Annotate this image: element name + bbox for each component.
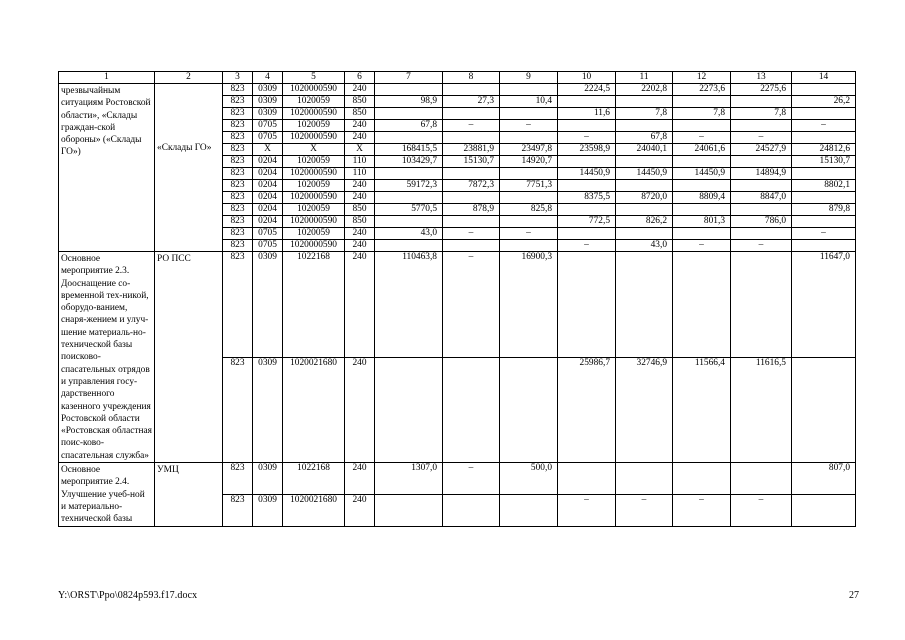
table-cell: 879,8	[792, 204, 856, 216]
table-cell: 850	[345, 216, 375, 228]
table-cell: 1020021680	[283, 494, 345, 526]
table-cell: 823	[223, 156, 253, 168]
table-cell: 8809,4	[673, 192, 731, 204]
table-cell: 110463,8	[375, 252, 443, 358]
table-cell: 1020059	[283, 180, 345, 192]
table-cell	[500, 192, 558, 204]
table-cell	[673, 180, 731, 192]
table-cell	[731, 252, 792, 358]
table-cell: 0309	[253, 357, 283, 463]
table-cell: 7,8	[673, 108, 731, 120]
table-cell: –	[616, 494, 673, 526]
column-header: 7	[375, 72, 443, 84]
table-cell: –	[558, 240, 616, 252]
table-cell: 14450,9	[558, 168, 616, 180]
budget-table	[58, 71, 856, 527]
executor-label: «Склады ГО»	[157, 143, 212, 153]
table-cell	[375, 192, 443, 204]
table-cell: 0309	[253, 108, 283, 120]
table-cell: 0309	[253, 463, 283, 495]
table-cell: 11616,5	[731, 357, 792, 463]
table-cell: 823	[223, 108, 253, 120]
table-cell	[616, 204, 673, 216]
table-cell: –	[673, 240, 731, 252]
table-cell	[443, 357, 500, 463]
table-cell: 23598,9	[558, 144, 616, 156]
table-cell: 14450,9	[673, 168, 731, 180]
table-cell	[792, 240, 856, 252]
table-cell	[731, 180, 792, 192]
column-header: 2	[155, 72, 223, 84]
table-cell: 823	[223, 204, 253, 216]
table-cell: 0204	[253, 156, 283, 168]
table-cell	[558, 463, 616, 495]
table-cell: 240	[345, 120, 375, 132]
table-cell: 2202,8	[616, 84, 673, 96]
table-cell	[616, 463, 673, 495]
table-cell: –	[443, 463, 500, 495]
table-cell: 0705	[253, 132, 283, 144]
table-cell: –	[731, 494, 792, 526]
table-cell	[443, 216, 500, 228]
table-cell: 0705	[253, 120, 283, 132]
table-cell: 823	[223, 96, 253, 108]
table-cell: 2275,6	[731, 84, 792, 96]
table-cell: 823	[223, 84, 253, 96]
table-cell	[731, 228, 792, 240]
table-cell	[500, 84, 558, 96]
table-cell: 7,8	[731, 108, 792, 120]
table-cell: 7872,3	[443, 180, 500, 192]
table-cell: 23497,8	[500, 144, 558, 156]
table-cell: 823	[223, 132, 253, 144]
table-cell: 1022168	[283, 252, 345, 358]
table-cell: 0204	[253, 192, 283, 204]
table-cell: 67,8	[616, 132, 673, 144]
table-cell	[792, 84, 856, 96]
column-header: 1	[59, 72, 155, 84]
table-cell: 240	[345, 180, 375, 192]
table-cell: 26,2	[792, 96, 856, 108]
table-cell	[500, 357, 558, 463]
table-cell	[731, 156, 792, 168]
table-cell: 110	[345, 156, 375, 168]
table-cell: 823	[223, 240, 253, 252]
column-header: 8	[443, 72, 500, 84]
table-cell: –	[673, 494, 731, 526]
measure-description: чрезвычайным ситуациям Ростовской области», «Склады граждан-ской обороны» («Склады ГО»)	[59, 84, 155, 252]
table-row	[59, 252, 856, 358]
table-cell: 0204	[253, 180, 283, 192]
table-cell: 8720,0	[616, 192, 673, 204]
table-cell: 24527,9	[731, 144, 792, 156]
table-cell: –	[443, 228, 500, 240]
table-cell: 15130,7	[443, 156, 500, 168]
table-cell: 240	[345, 357, 375, 463]
table-cell: –	[731, 240, 792, 252]
table-cell: 59172,3	[375, 180, 443, 192]
table-cell: 1020000590	[283, 132, 345, 144]
table-cell: 850	[345, 108, 375, 120]
table-cell	[731, 96, 792, 108]
table-cell	[375, 132, 443, 144]
column-header: 10	[558, 72, 616, 84]
table-cell: 850	[345, 96, 375, 108]
column-header: 6	[345, 72, 375, 84]
table-cell	[558, 204, 616, 216]
table-cell: 240	[345, 84, 375, 96]
table-cell	[558, 156, 616, 168]
table-cell	[375, 494, 443, 526]
table-row	[59, 84, 856, 96]
table-cell	[375, 216, 443, 228]
table-cell: 801,3	[673, 216, 731, 228]
table-cell: 11,6	[558, 108, 616, 120]
table-cell: 1020021680	[283, 357, 345, 463]
table-cell: X	[345, 144, 375, 156]
executor-cell	[155, 463, 223, 526]
table-cell: 14920,7	[500, 156, 558, 168]
table-cell: 67,8	[375, 120, 443, 132]
table-cell	[616, 228, 673, 240]
table-cell: 878,9	[443, 204, 500, 216]
table-cell	[500, 168, 558, 180]
table-cell: 240	[345, 252, 375, 358]
table-cell	[500, 216, 558, 228]
table-cell	[616, 180, 673, 192]
column-header: 12	[673, 72, 731, 84]
table-cell: 823	[223, 494, 253, 526]
table-cell: 823	[223, 144, 253, 156]
table-cell	[616, 156, 673, 168]
table-cell: X	[283, 144, 345, 156]
table-cell	[500, 132, 558, 144]
table-cell	[500, 240, 558, 252]
table-cell: 24812,6	[792, 144, 856, 156]
table-cell: 823	[223, 180, 253, 192]
table-cell	[558, 180, 616, 192]
table-cell	[731, 120, 792, 132]
table-cell: 168415,5	[375, 144, 443, 156]
table-cell: 1020059	[283, 156, 345, 168]
table-cell: 240	[345, 240, 375, 252]
executor-cell	[155, 84, 223, 252]
table-cell: 1020000590	[283, 192, 345, 204]
page-number: 27	[849, 590, 859, 601]
table-cell	[731, 204, 792, 216]
table-cell: 8375,5	[558, 192, 616, 204]
table-cell	[500, 108, 558, 120]
table-cell	[375, 84, 443, 96]
table-cell	[792, 192, 856, 204]
table-cell	[443, 168, 500, 180]
table-cell	[500, 494, 558, 526]
table-cell: –	[673, 132, 731, 144]
table-cell	[443, 192, 500, 204]
table-cell: 807,0	[792, 463, 856, 495]
table-cell: 0309	[253, 96, 283, 108]
table-cell: 1307,0	[375, 463, 443, 495]
table-cell: 786,0	[731, 216, 792, 228]
table-cell: 7,8	[616, 108, 673, 120]
executor-cell	[155, 252, 223, 463]
table-cell	[558, 96, 616, 108]
table-cell: –	[731, 132, 792, 144]
column-header: 14	[792, 72, 856, 84]
table-cell: 240	[345, 132, 375, 144]
table-cell	[673, 204, 731, 216]
table-cell: 772,5	[558, 216, 616, 228]
table-cell: 32746,9	[616, 357, 673, 463]
executor-label: УМЦ	[157, 465, 179, 476]
table-cell: 11566,4	[673, 357, 731, 463]
table-cell	[558, 252, 616, 358]
table-cell: 1020000590	[283, 216, 345, 228]
table-cell: 826,2	[616, 216, 673, 228]
header-row	[59, 72, 856, 84]
table-cell	[792, 132, 856, 144]
table-cell	[792, 108, 856, 120]
table-cell: –	[792, 228, 856, 240]
table-cell	[443, 108, 500, 120]
table-cell	[673, 228, 731, 240]
measure-description: Основное мероприятие 2.3. Дооснащение со-временной тех-никой, оборудо-ванием, снаря-жением и улуч-шение материаль-но-технической базы поисково-спасательных отрядов и управления госу-дарственного казенного учреждения Ростовской области «Ростовская областная поис-ково-спасательная служба»	[59, 252, 155, 463]
column-header: 9	[500, 72, 558, 84]
table-cell: 16900,3	[500, 252, 558, 358]
table-cell: 823	[223, 120, 253, 132]
table-cell	[616, 120, 673, 132]
table-cell: 23881,9	[443, 144, 500, 156]
table-cell: 8847,0	[731, 192, 792, 204]
table-cell: 43,0	[375, 228, 443, 240]
column-header: 11	[616, 72, 673, 84]
table-cell	[616, 252, 673, 358]
table-cell: 24040,1	[616, 144, 673, 156]
table-cell: 1020000590	[283, 168, 345, 180]
table-cell	[558, 228, 616, 240]
table-cell: –	[558, 132, 616, 144]
table-cell: 0705	[253, 228, 283, 240]
table-cell	[616, 96, 673, 108]
table-cell	[792, 494, 856, 526]
table-cell: –	[500, 120, 558, 132]
table-cell: 1020059	[283, 96, 345, 108]
table-cell: 14894,9	[731, 168, 792, 180]
table-cell: 1020000590	[283, 108, 345, 120]
table-cell	[673, 463, 731, 495]
table-cell: 1020059	[283, 120, 345, 132]
table-cell	[558, 120, 616, 132]
table-cell: 823	[223, 463, 253, 495]
table-cell: 110	[345, 168, 375, 180]
table-cell	[375, 108, 443, 120]
table-cell	[443, 494, 500, 526]
table-cell: 0204	[253, 216, 283, 228]
table-cell: 240	[345, 463, 375, 495]
table-cell: 103429,7	[375, 156, 443, 168]
table-cell: 0204	[253, 204, 283, 216]
table-cell: 1022168	[283, 463, 345, 495]
table-cell: 98,9	[375, 96, 443, 108]
table-cell: –	[500, 228, 558, 240]
measure-description: Основное мероприятие 2.4. Улучшение учеб-ной и материально-технической базы	[59, 463, 155, 526]
table-cell: 1020059	[283, 228, 345, 240]
table-cell: 2273,6	[673, 84, 731, 96]
table-cell: 0705	[253, 240, 283, 252]
table-cell	[792, 216, 856, 228]
column-header: 4	[253, 72, 283, 84]
table-cell: 15130,7	[792, 156, 856, 168]
table-cell: 0204	[253, 168, 283, 180]
table-cell: 1020000590	[283, 240, 345, 252]
table-cell: 240	[345, 228, 375, 240]
table-cell: 10,4	[500, 96, 558, 108]
file-path: Y:\ORST\Ppo\0824p593.f17.docx	[58, 590, 198, 601]
table-cell	[731, 463, 792, 495]
table-cell: –	[558, 494, 616, 526]
table-cell	[673, 156, 731, 168]
table-cell	[673, 96, 731, 108]
table-cell	[375, 357, 443, 463]
table-cell: 43,0	[616, 240, 673, 252]
table-cell	[673, 120, 731, 132]
table-cell: 823	[223, 357, 253, 463]
table-cell: 240	[345, 494, 375, 526]
table-cell: 0309	[253, 252, 283, 358]
table-cell: 24061,6	[673, 144, 731, 156]
table-cell: –	[792, 120, 856, 132]
table-cell: –	[443, 252, 500, 358]
table-cell: 7751,3	[500, 180, 558, 192]
table-cell: 825,8	[500, 204, 558, 216]
table-cell: 25986,7	[558, 357, 616, 463]
table-cell: 823	[223, 192, 253, 204]
table-cell: 240	[345, 192, 375, 204]
table-cell	[443, 132, 500, 144]
table-cell: 500,0	[500, 463, 558, 495]
table-cell: 823	[223, 228, 253, 240]
column-header: 13	[731, 72, 792, 84]
table-cell: 14450,9	[616, 168, 673, 180]
table-cell: 823	[223, 252, 253, 358]
table-cell	[673, 252, 731, 358]
table-cell: 0309	[253, 494, 283, 526]
table-cell: 0309	[253, 84, 283, 96]
table-cell: X	[253, 144, 283, 156]
table-cell: 2224,5	[558, 84, 616, 96]
table-cell: –	[443, 120, 500, 132]
column-header: 3	[223, 72, 253, 84]
table-cell: 11647,0	[792, 252, 856, 358]
table-cell: 1020059	[283, 204, 345, 216]
table-row	[59, 463, 856, 495]
table-cell: 5770,5	[375, 204, 443, 216]
table-cell: 8802,1	[792, 180, 856, 192]
table-cell	[792, 357, 856, 463]
table-cell	[443, 84, 500, 96]
table-cell	[443, 240, 500, 252]
table-cell: 823	[223, 168, 253, 180]
table-cell	[375, 168, 443, 180]
table-cell	[792, 168, 856, 180]
column-header: 5	[283, 72, 345, 84]
table-cell	[375, 240, 443, 252]
table-cell: 1020000590	[283, 84, 345, 96]
table-cell: 823	[223, 216, 253, 228]
table-cell: 27,3	[443, 96, 500, 108]
table-cell: 850	[345, 204, 375, 216]
executor-label: РО ПСС	[157, 254, 191, 264]
